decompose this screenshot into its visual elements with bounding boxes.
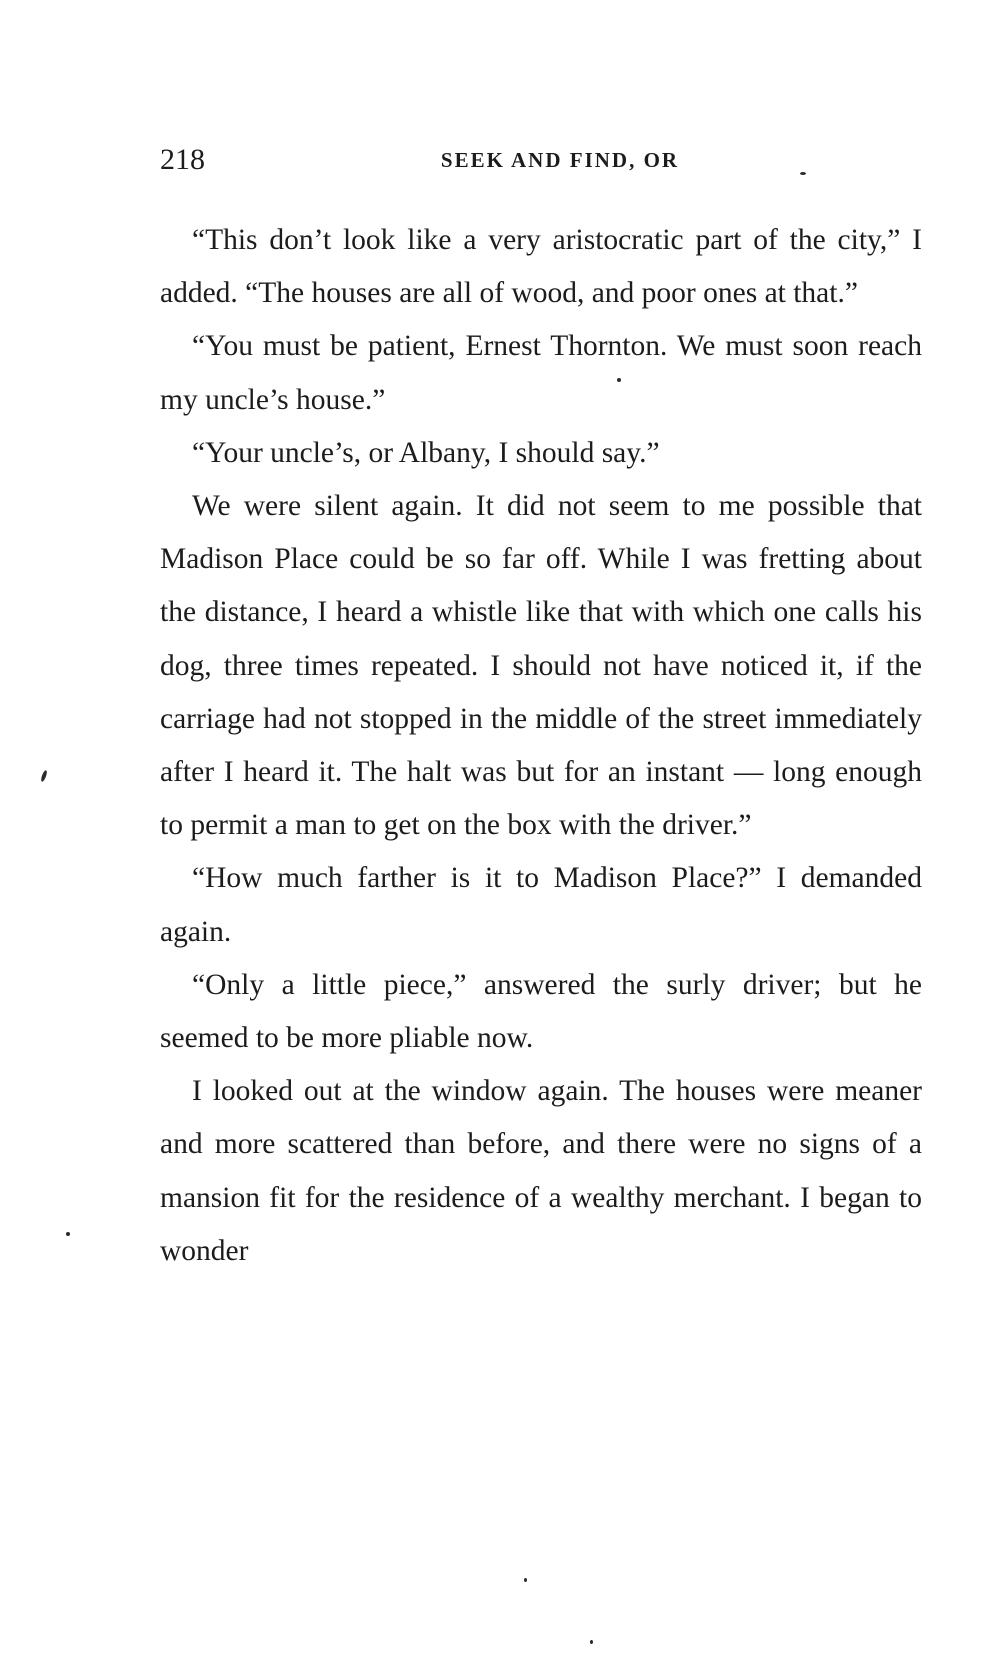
scan-speck bbox=[617, 378, 621, 382]
scan-speck bbox=[524, 1578, 527, 1582]
scan-speck bbox=[66, 1232, 70, 1236]
paragraph: I looked out at the window again. The houses were meaner and more scattered than before, and there were no signs of a mansion fit for the residence of a wealthy merchant. I began to wonder bbox=[160, 1075, 922, 1267]
paragraph: “You must be patient, Ernest Thornton. We must soon reach my uncle’s house.” bbox=[160, 330, 922, 416]
paragraph: “How much farther is it to Madison Place?” I demanded again. bbox=[160, 862, 922, 948]
body-text bbox=[160, 214, 922, 1278]
running-head bbox=[160, 140, 920, 180]
paragraph: “This don’t look like a very aristocratic part of the city,” I added. “The houses are all of wood, and poor ones at that.” bbox=[160, 224, 922, 310]
paragraph: “Your uncle’s, or Albany, I should say.” bbox=[192, 436, 660, 469]
scan-speck bbox=[40, 770, 48, 783]
scan-speck bbox=[590, 1640, 593, 1644]
scan-speck bbox=[800, 172, 806, 175]
paragraph: “Only a little piece,” answered the surly driver; but he seemed to be more pliable now. bbox=[160, 968, 922, 1055]
running-title: SEEK AND FIND, OR bbox=[440, 148, 680, 172]
paragraph: We were silent again. It did not seem to me possible that Madison Place could be so far off. While I was fretting about the distance, I heard a whistle like that with which one calls his dog, three times repeated. I should not have noticed it, if the carriage had not stopped in the middle of the street immediately after I heard it. The halt was but for an instant — long enough to permit a man to get on the box with the driver.” bbox=[160, 490, 922, 842]
page-number: 218 bbox=[160, 143, 205, 176]
